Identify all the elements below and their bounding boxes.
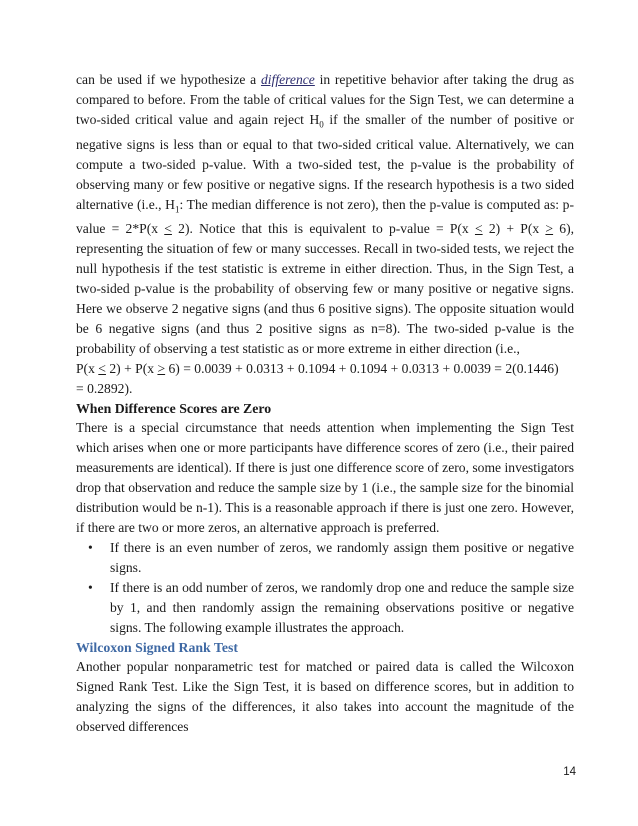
subscript: 0 bbox=[319, 119, 324, 130]
text-run: in repetitive behavior after taking the drug as compared to before. From the table of critical values for the Sign Test, we can determine a two-sided critical value and again reject H bbox=[76, 72, 574, 127]
formula-run: P(x bbox=[76, 361, 99, 377]
list-item bbox=[76, 538, 574, 578]
emphasized-word: difference bbox=[260, 72, 315, 87]
list-item-text: If there is an even number of zeros, we randomly assign them positive or negative signs. bbox=[110, 540, 574, 576]
less-equal-symbol: < bbox=[164, 221, 172, 237]
formula-run: 6) = 0.0039 + 0.0313 + 0.1094 + 0.1094 + 0.0313 + 0.0039 = 2(0.1446) bbox=[165, 361, 559, 377]
paragraph-wilcoxon: Another popular nonparametric test for matched or paired data is called the Wilcoxon Signed Rank Test. Like the Sign Test, it is based on difference scores, but in addition to analyzing the signs of the differences, it also takes into account the magnitude of the observed differences bbox=[76, 659, 574, 735]
section-heading-wilcoxon: Wilcoxon Signed Rank Test bbox=[76, 640, 238, 656]
greater-equal-symbol: > bbox=[545, 221, 554, 237]
text-run: 6), representing the situation of few or many successes. Recall in two-sided tests, we reject the null hypothesis if the test statistic is extreme in either direction. Thus, in the Sign Test, a two-sided p-value is the probability of observing few or many positive or negative signs. Here we observe 2 negative signs (and thus 6 positive signs). The opposite situation would be 6 negative signs (and thus 2 positive signs as n=8). The two-sided p-value is the probability of observing a test statistic as or more extreme in either direction (i.e., bbox=[76, 221, 575, 357]
text-run: : The median difference is not zero), then the p-value is computed as: p-value = 2*P(x bbox=[76, 196, 574, 237]
text-run: 2). Notice that this is equivalent to p-value = P(x bbox=[171, 221, 475, 237]
p-value-formula bbox=[76, 359, 574, 379]
list-item bbox=[76, 578, 574, 638]
formula-run: 2) + P(x bbox=[105, 361, 158, 377]
paragraph-zero-differences: There is a special circumstance that needs attention when implementing the Sign Test which arises when one or more participants have difference scores of zero (i.e., their paired measurements are identical). If there is just one difference score of zero, some investigators drop that observation and reduce the sample size by 1 (i.e., the sample size for the binomial distribution would be n-1). This is a reasonable approach if there is just one zero. However, if there are two or more zeros, an alternative approach is preferred. bbox=[76, 420, 574, 536]
less-equal-symbol: < bbox=[474, 221, 483, 237]
page-number: 14 bbox=[563, 766, 576, 778]
less-equal-symbol: < bbox=[98, 361, 106, 377]
section-heading-zero-differences: When Difference Scores are Zero bbox=[76, 401, 272, 417]
text-run: if the smaller of the number of positive or negative signs is less than or equal to that two-sided critical value. Alternatively, we can compute a two-sided p-value. With a two-sided test, the p-value is the probability of observing many or few positive or negative signs. If the research hypothesis is a two sided alternative (i.e., H bbox=[76, 112, 574, 212]
text-run: 2) + P(x bbox=[482, 221, 546, 237]
bullet-icon: • bbox=[88, 540, 93, 556]
zero-handling-list bbox=[76, 538, 574, 638]
list-item-text: If there is an odd number of zeros, we randomly drop one and reduce the sample size by 1, and then randomly assign the remaining observations positive or negative signs. The following example illustrates the approach. bbox=[110, 580, 574, 636]
text-run: can be used if we hypothesize a bbox=[76, 72, 261, 87]
p-value-result: = 0.2892). bbox=[76, 381, 133, 397]
subscript: 1 bbox=[175, 204, 180, 215]
paragraph-two-sided-test bbox=[76, 70, 574, 359]
bullet-icon: • bbox=[88, 580, 93, 596]
greater-equal-symbol: > bbox=[157, 361, 166, 377]
